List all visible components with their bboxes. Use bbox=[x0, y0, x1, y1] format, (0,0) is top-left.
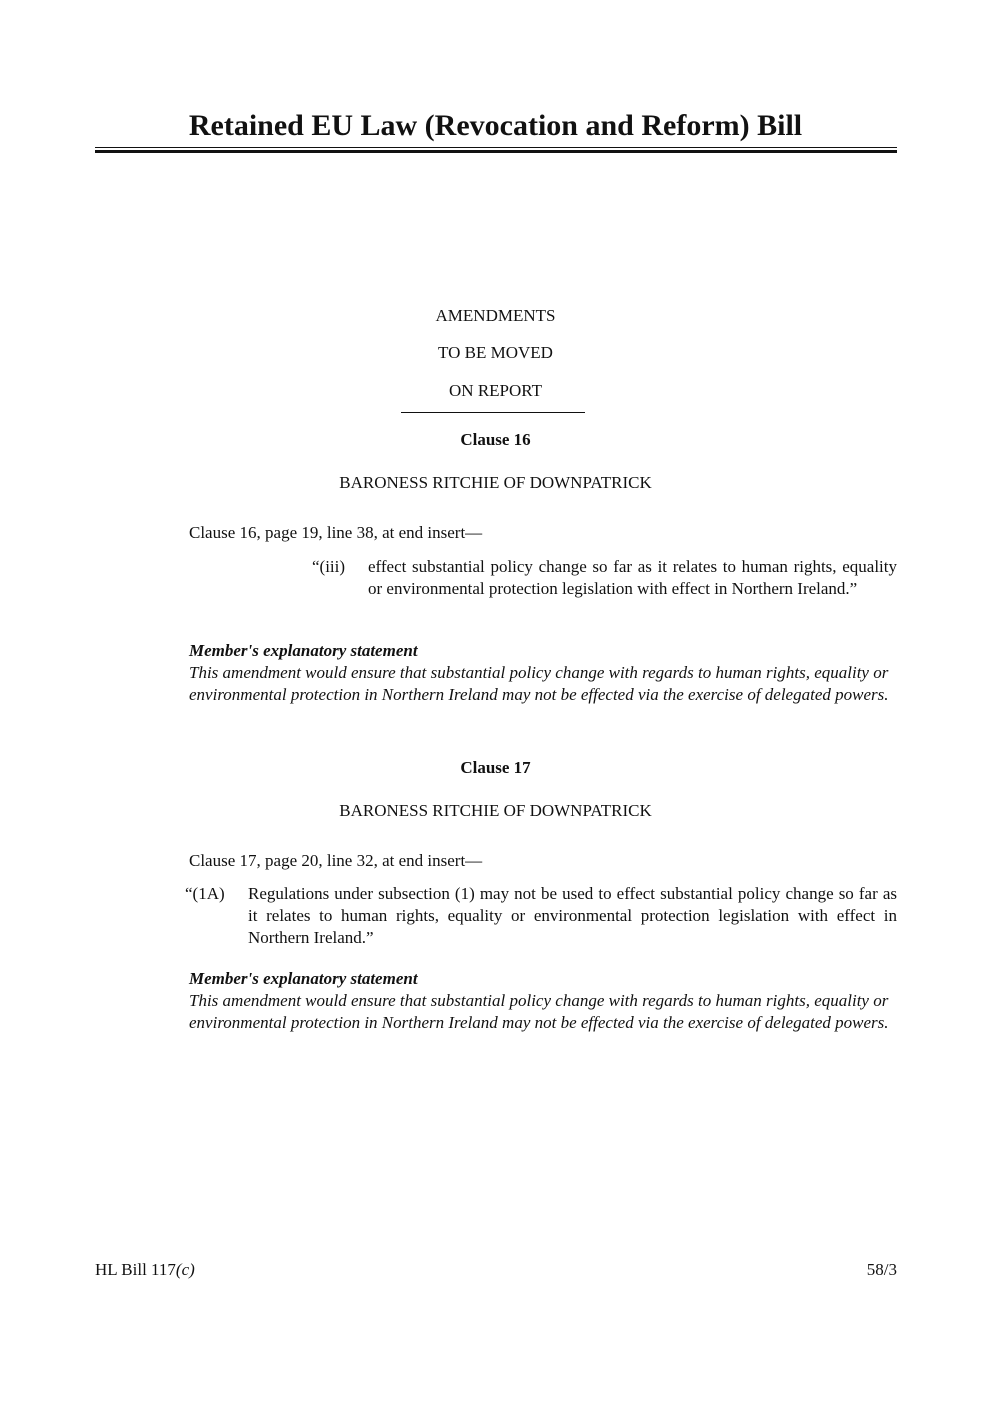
footer-reference: 58/3 bbox=[866, 1260, 897, 1279]
heading-line-1: AMENDMENTS bbox=[435, 306, 556, 325]
paragraph-label: “(1A) bbox=[185, 884, 225, 903]
statement-title: Member's explanatory statement bbox=[189, 969, 418, 988]
clause-heading: Clause 16 bbox=[460, 430, 531, 449]
clause-heading: Clause 17 bbox=[460, 758, 531, 777]
statement-title: Member's explanatory statement bbox=[189, 641, 418, 660]
explanatory-statement: This amendment would ensure that substantial policy change with regards to human rights, equality or environmental protection in Northern Ireland may not be effected via the exercise of delegated powers. bbox=[189, 663, 889, 704]
bill-number: HL Bill 117 bbox=[95, 1260, 176, 1279]
bill-suffix: (c) bbox=[175, 1260, 195, 1279]
member-name: BARONESS RITCHIE OF DOWNPATRICK bbox=[339, 801, 652, 820]
amendment-instruction: Clause 17, page 20, line 32, at end insert— bbox=[189, 851, 483, 870]
member-name: BARONESS RITCHIE OF DOWNPATRICK bbox=[339, 473, 652, 492]
paragraph-label: “(iii) bbox=[312, 557, 346, 576]
paragraph-text: Regulations under subsection (1) may not be used to effect substantial policy change so far as it relates to human rights, equality or environmental protection legislation with effect in Northern Ireland.” bbox=[248, 884, 897, 947]
heading-rule bbox=[401, 412, 585, 413]
document-title: Retained EU Law (Revocation and Reform) Bill bbox=[188, 109, 803, 142]
paragraph-text: effect substantial policy change so far as it relates to human rights, equality or environmental protection legislation with effect in Northern Ireland.” bbox=[368, 557, 897, 598]
heading-line-2: TO BE MOVED bbox=[438, 343, 553, 362]
amendment-instruction: Clause 16, page 19, line 38, at end insert— bbox=[189, 523, 483, 542]
inserted-text bbox=[312, 556, 897, 600]
footer-bill-number bbox=[95, 1259, 195, 1281]
title-rule-thick bbox=[95, 150, 897, 153]
heading-line-3: ON REPORT bbox=[449, 381, 542, 400]
title-rule-thin bbox=[95, 147, 897, 148]
inserted-text bbox=[185, 883, 897, 949]
explanatory-statement: This amendment would ensure that substantial policy change with regards to human rights, equality or environmental protection in Northern Ireland may not be effected via the exercise of delegated powers. bbox=[189, 991, 889, 1032]
